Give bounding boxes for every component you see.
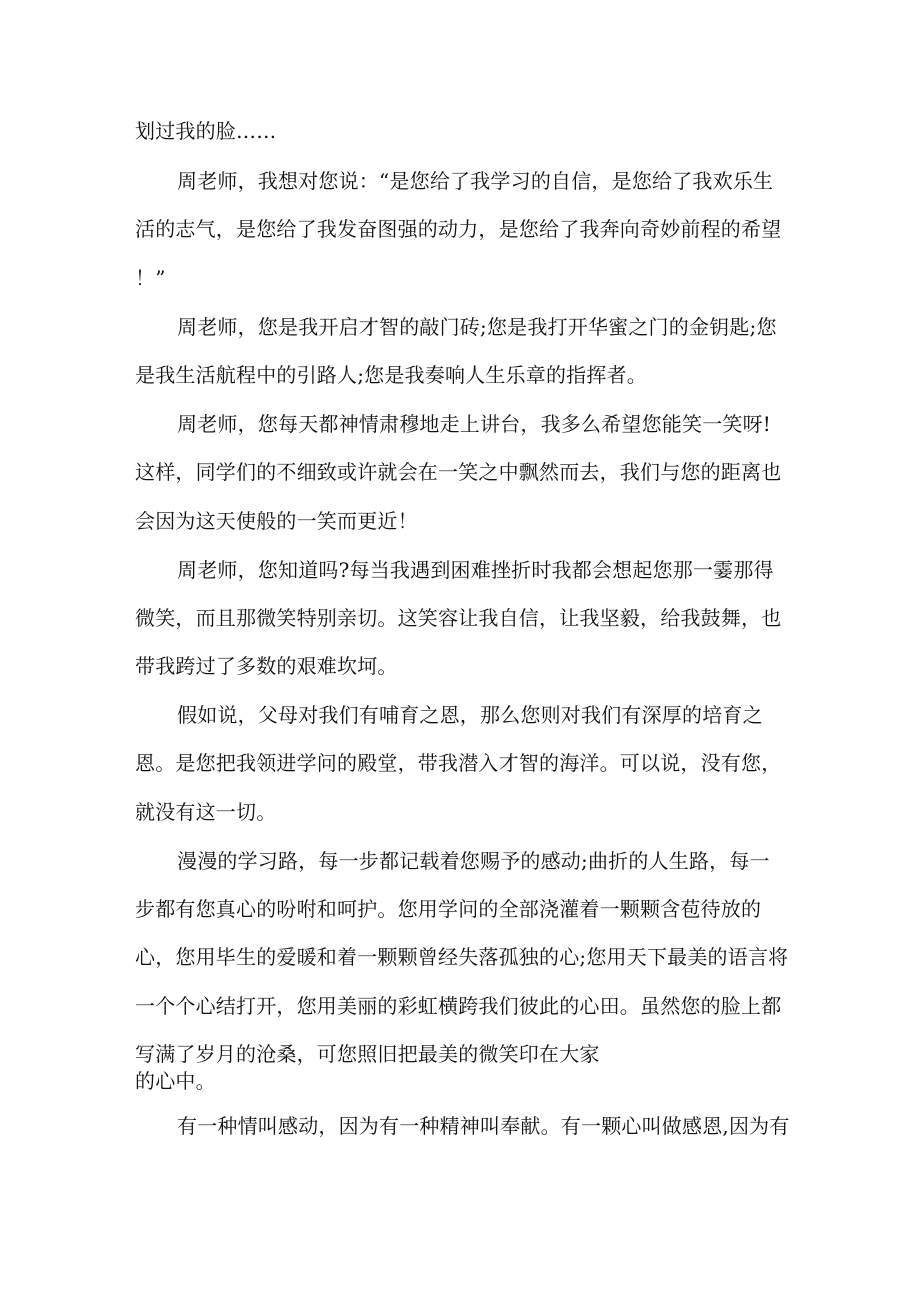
paragraph-first-line: 周老师，您每天都神情肃穆地走上讲台，我多么希望您能笑一笑呀! [177, 412, 772, 436]
text-line: 是我生活航程中的引路人;您是我奏响人生乐章的指挥者。 [135, 363, 647, 387]
paragraph-first-line: 周老师，我想对您说：“是您给了我学习的自信，是您给了我欢乐生 [177, 169, 774, 193]
paragraph-first-line: 漫漫的学习路，每一步都记载着您赐予的感动;曲折的人生路，每一 [177, 849, 770, 873]
text-line: 这样，同学们的不细致或许就会在一笑之中飘然而去，我们与您的距离也 [135, 460, 782, 484]
text-line: 的心中。 [135, 1069, 216, 1093]
text-line: 一个个心结打开，您用美丽的彩虹横跨我们彼此的心田。虽然您的脸上都 [135, 994, 782, 1018]
text-line: 划过我的脸…… [135, 119, 277, 143]
text-line: 会因为这天使般的一笑而更近！ [135, 509, 418, 533]
text-line: 活的志气，是您给了我发奋图强的动力，是您给了我奔向奇妙前程的希望 [135, 217, 782, 241]
paragraph-first-line: 有一种情叫感动，因为有一种精神叫奉献。有一颗心叫做感恩,因为有 [177, 1114, 790, 1138]
paragraph-first-line: 周老师，您知道吗?每当我遇到困难挫折时我都会想起您那一霎那得 [177, 558, 774, 582]
text-line: 步都有您真心的吩咐和呵护。您用学问的全部浇灌着一颗颗含苞待放的 [135, 897, 762, 921]
paragraph-first-line: 周老师，您是我开启才智的敲门砖;您是我打开华蜜之门的金钥匙;您 [177, 315, 777, 339]
text-line: 心，您用毕生的爱暖和着一颗颗曾经失落孤独的心;您用天下最美的语言将 [135, 945, 789, 969]
text-line: 恩。是您把我领进学问的殿堂，带我潜入才智的海洋。可以说，没有您， [135, 751, 782, 775]
text-line: 写满了岁月的沧桑，可您照旧把最美的微笑印在大家 [135, 1042, 600, 1066]
text-line: ！” [135, 266, 166, 290]
text-line: 带我跨过了多数的艰难坎坷。 [135, 654, 398, 678]
text-line: 微笑，而且那微笑特别亲切。这笑容让我自信，让我坚毅，给我鼓舞，也 [135, 606, 782, 630]
text-line: 就没有这一切。 [135, 800, 277, 824]
paragraph-first-line: 假如说，父母对我们有哺育之恩，那么您则对我们有深厚的培育之 [177, 703, 763, 727]
